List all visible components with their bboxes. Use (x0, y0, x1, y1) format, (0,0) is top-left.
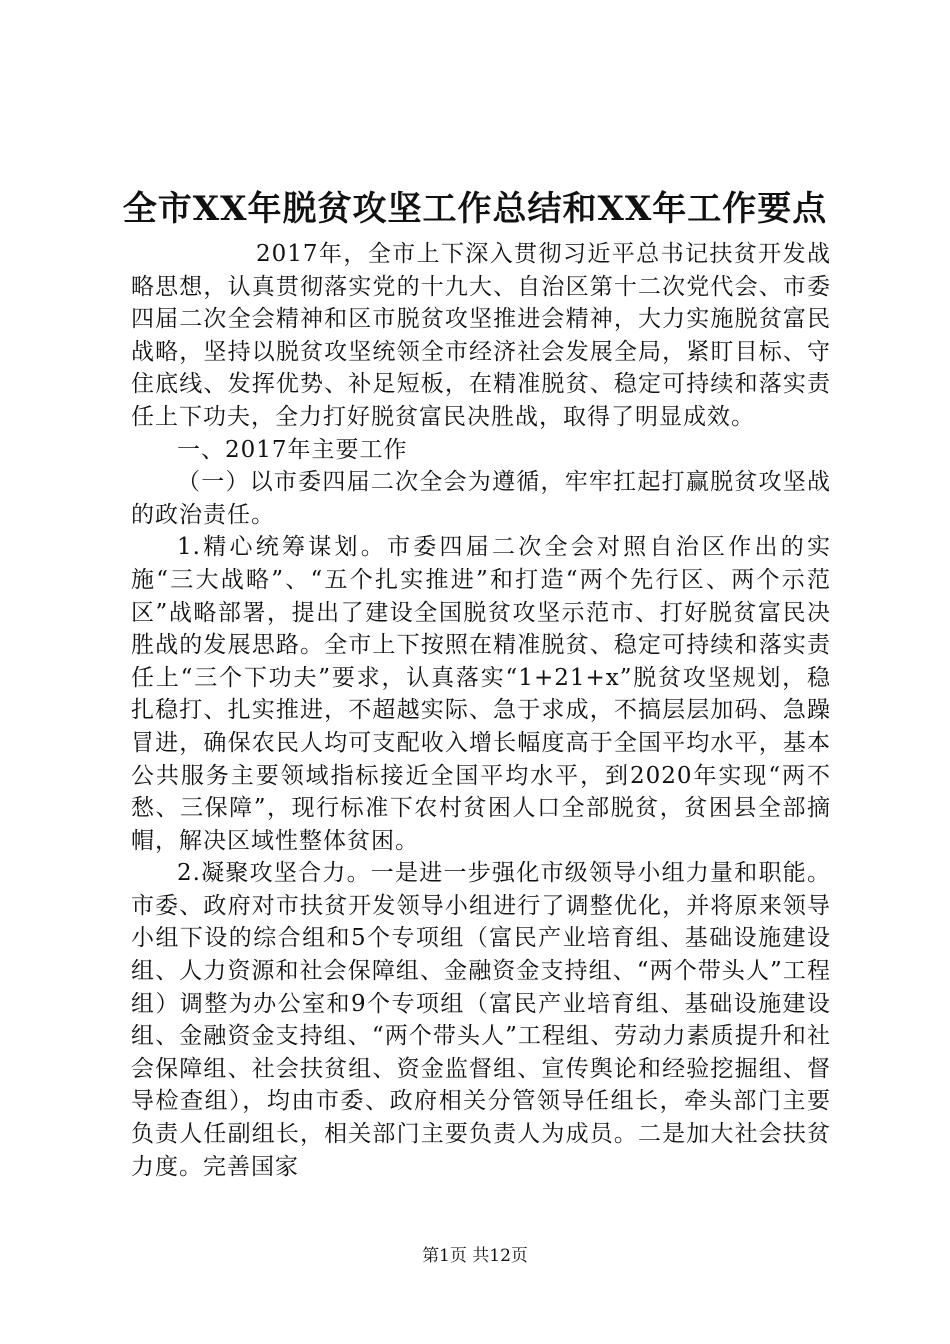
paragraph-intro: 2017年，全市上下深入贯彻习近平总书记扶贫开发战略思想，认真贯彻落实党的十九大、自治区第十二次党代会、市委四届二次全会精神和区市脱贫攻坚推进会精神，大力实施脱贫富民战略，坚持以脱贫攻坚统领全市经济社会发展全局，紧盯目标、守住底线、发挥优势、补足短板，在精准脱贫、稳定可持续和落实责任上下功夫，全力打好脱贫富民决胜战，取得了明显成效。 (131, 241, 831, 430)
paragraph-item-2: 2.凝聚攻坚合力。一是进一步强化市级领导小组力量和职能。市委、政府对市扶贫开发领导小组进行了调整优化，并将原来领导小组下设的综合组和5个专项组（富民产业培育组、基础设施建设组、人力资源和社会保障组、金融资金支持组、“两个带头人”工程组）调整为办公室和9个专项组（富民产业培育组、基础设施建设组、金融资金支持组、“两个带头人”工程组、劳动力素质提升和社会保障组、社会扶贫组、资金监督组、宣传舆论和经验挖掘组、督导检查组），均由市委、政府相关分管领导任组长，牵头部门主要负责人任副组长，相关部门主要负责人为成员。二是加大社会扶贫力度。完善国家 (131, 860, 831, 1180)
section-heading: 一、2017年主要工作 (177, 436, 408, 463)
document-body (131, 238, 831, 1183)
page-footer: 第1页 共12页 (422, 1246, 528, 1266)
subsection-heading: （一）以市委四届二次全会为遵循，牢牢扛起打赢脱贫攻坚战的政治责任。 (131, 469, 831, 528)
paragraph-item-1: 1.精心统筹谋划。市委四届二次全会对照自治区作出的实施“三大战略”、“五个扎实推进”和打造“两个先行区、两个示范区”战略部署，提出了建设全国脱贫攻坚示范市、打好脱贫富民决胜战的发展思路。全市上下按照在精准脱贫、稳定可持续和落实责任上“三个下功夫”要求，认真落实“1+21+x”脱贫攻坚规划，稳扎稳打、扎实推进，不超越实际、急于求成，不搞层层加码、急躁冒进，确保农民人均可支配收入增长幅度高于全国平均水平，基本公共服务主要领域指标接近全国平均水平，到2020年实现“两不愁、三保障”，现行标准下农村贫困人口全部脱贫，贫困县全部摘帽，解决区域性整体贫困。 (131, 534, 831, 854)
document-title: 全市XX年脱贫攻坚工作总结和XX年工作要点 (122, 189, 828, 229)
